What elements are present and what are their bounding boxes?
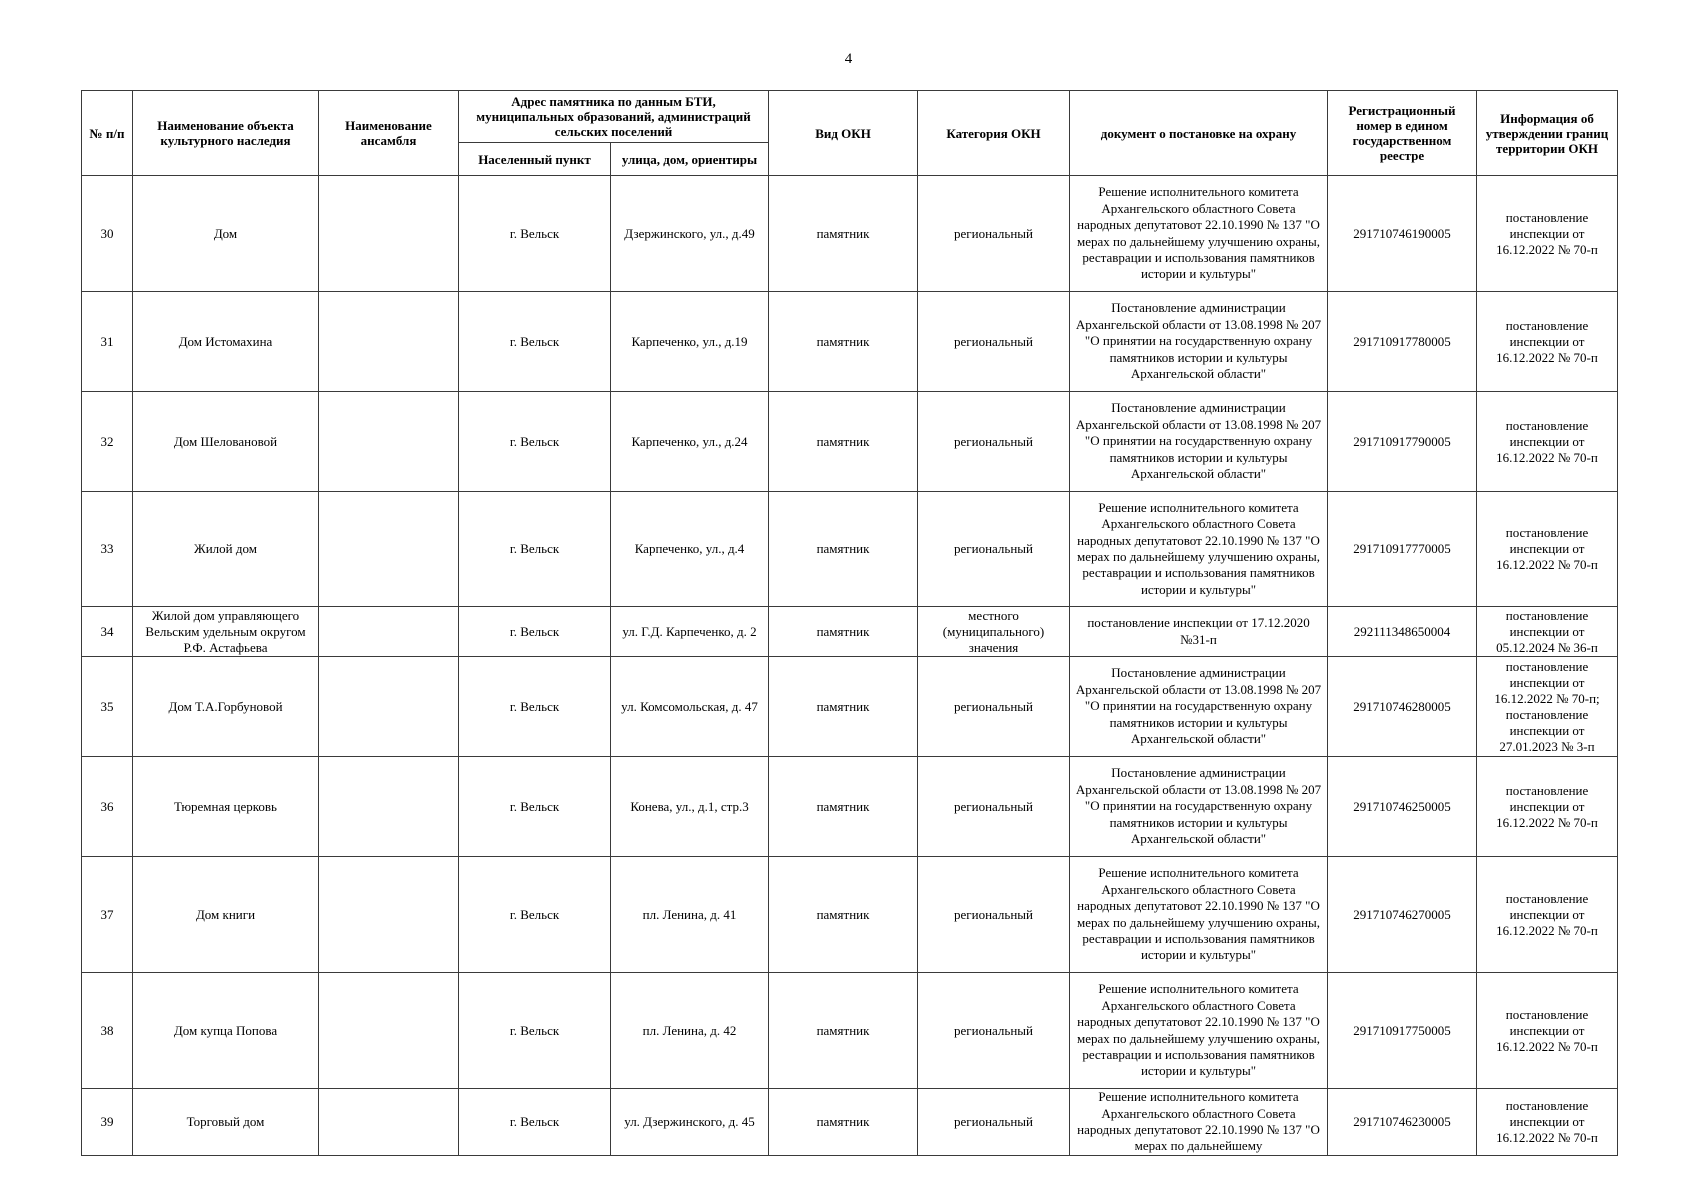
table-row	[82, 607, 1618, 657]
cell-document: Постановление администрации Архангельской области от 13.08.1998 № 207 "О принятии на государственную охрану памятников истории и культуры Архангельской области"	[1070, 657, 1328, 757]
cell-street: Дзержинского, ул., д.49	[611, 176, 769, 292]
cell-ensemble	[319, 1089, 459, 1156]
cell-reg-number: 291710746280005	[1328, 657, 1477, 757]
cell-reg-number: 291710746270005	[1328, 857, 1477, 973]
cell-ensemble	[319, 292, 459, 392]
cell-borders-info: постановление инспекции от 16.12.2022 № 70-п	[1477, 292, 1618, 392]
cell-num: 36	[82, 757, 133, 857]
cell-document: Постановление администрации Архангельской области от 13.08.1998 № 207 "О принятии на государственную охрану памятников истории и культуры Архангельской области"	[1070, 757, 1328, 857]
cell-reg-number: 291710746190005	[1328, 176, 1477, 292]
cell-settlement: г. Вельск	[459, 176, 611, 292]
cell-street: Карпеченко, ул., д.19	[611, 292, 769, 392]
cell-reg-number: 291710917750005	[1328, 973, 1477, 1089]
cell-num: 30	[82, 176, 133, 292]
header-settlement: Населенный пункт	[459, 143, 611, 176]
cell-document: Решение исполнительного комитета Архангельского областного Совета народных депутатовот 22.10.1990 № 137 "О мерах по дальнейшему улучшению охраны, реставрации и использования памятников истории и культуры"	[1070, 973, 1328, 1089]
cell-reg-number: 291710917790005	[1328, 392, 1477, 492]
page-number: 4	[844, 51, 853, 67]
cell-settlement: г. Вельск	[459, 857, 611, 973]
header-document: документ о постановке на охрану	[1070, 91, 1328, 176]
cell-settlement: г. Вельск	[459, 757, 611, 857]
cell-type: памятник	[769, 657, 918, 757]
cell-category: местного (муниципального) значения	[918, 607, 1070, 657]
cell-document: Постановление администрации Архангельской области от 13.08.1998 № 207 "О принятии на государственную охрану памятников истории и культуры Архангельской области"	[1070, 392, 1328, 492]
table-row	[82, 857, 1618, 973]
header-reg-number: Регистрационный номер в едином государственном реестре	[1328, 91, 1477, 176]
cell-settlement: г. Вельск	[459, 607, 611, 657]
cell-settlement: г. Вельск	[459, 657, 611, 757]
header-borders-info: Информация об утверждении границ территории ОКН	[1477, 91, 1618, 176]
table-row	[82, 392, 1618, 492]
cell-category: региональный	[918, 492, 1070, 607]
table-body	[82, 176, 1618, 1156]
header-type: Вид ОКН	[769, 91, 918, 176]
cell-document: постановление инспекции от 17.12.2020 №31-п	[1070, 607, 1328, 657]
cell-document: Решение исполнительного комитета Архангельского областного Совета народных депутатовот 22.10.1990 № 137 "О мерах по дальнейшему улучшению охраны, реставрации и использования памятников истории и культуры"	[1070, 176, 1328, 292]
cell-reg-number: 292111348650004	[1328, 607, 1477, 657]
cell-category: региональный	[918, 757, 1070, 857]
table-row	[82, 492, 1618, 607]
header-street: улица, дом, ориентиры	[611, 143, 769, 176]
cell-ensemble	[319, 857, 459, 973]
header-num: № п/п	[82, 91, 133, 176]
cell-document: Решение исполнительного комитета Архангельского областного Совета народных депутатовот 22.10.1990 № 137 "О мерах по дальнейшему улучшению охраны, реставрации и использования памятников истории и культуры"	[1070, 857, 1328, 973]
cell-street: Карпеченко, ул., д.4	[611, 492, 769, 607]
table-row	[82, 1089, 1618, 1156]
header-category: Категория ОКН	[918, 91, 1070, 176]
cell-borders-info: постановление инспекции от 16.12.2022 № 70-п	[1477, 973, 1618, 1089]
cell-ensemble	[319, 973, 459, 1089]
header-name: Наименование объекта культурного наследия	[133, 91, 319, 176]
cell-type: памятник	[769, 292, 918, 392]
cell-name: Дом Шеловановой	[133, 392, 319, 492]
cell-settlement: г. Вельск	[459, 492, 611, 607]
cell-num: 32	[82, 392, 133, 492]
cell-name: Дом книги	[133, 857, 319, 973]
cell-street: ул. Г.Д. Карпеченко, д. 2	[611, 607, 769, 657]
cell-borders-info: постановление инспекции от 16.12.2022 № 70-п	[1477, 1089, 1618, 1156]
cell-ensemble	[319, 392, 459, 492]
cell-type: памятник	[769, 757, 918, 857]
cell-num: 35	[82, 657, 133, 757]
cell-ensemble	[319, 657, 459, 757]
cell-settlement: г. Вельск	[459, 973, 611, 1089]
header-ensemble: Наименование ансамбля	[319, 91, 459, 176]
cell-ensemble	[319, 176, 459, 292]
cell-num: 39	[82, 1089, 133, 1156]
cell-borders-info: постановление инспекции от 16.12.2022 № 70-п	[1477, 492, 1618, 607]
cell-reg-number: 291710746230005	[1328, 1089, 1477, 1156]
cell-name: Дом Истомахина	[133, 292, 319, 392]
cell-type: памятник	[769, 973, 918, 1089]
cell-settlement: г. Вельск	[459, 392, 611, 492]
cell-name: Жилой дом управляющего Вельским удельным округом Р.Ф. Астафьева	[133, 607, 319, 657]
cell-name: Жилой дом	[133, 492, 319, 607]
cell-num: 31	[82, 292, 133, 392]
cell-borders-info: постановление инспекции от 16.12.2022 № 70-п	[1477, 857, 1618, 973]
cell-num: 34	[82, 607, 133, 657]
cell-category: региональный	[918, 392, 1070, 492]
cell-reg-number: 291710917780005	[1328, 292, 1477, 392]
table-row	[82, 292, 1618, 392]
table-row	[82, 757, 1618, 857]
cell-type: памятник	[769, 857, 918, 973]
table-row	[82, 176, 1618, 292]
cell-ensemble	[319, 757, 459, 857]
cell-name: Тюремная церковь	[133, 757, 319, 857]
cell-ensemble	[319, 607, 459, 657]
table-row	[82, 973, 1618, 1089]
cell-settlement: г. Вельск	[459, 292, 611, 392]
heritage-registry-table	[81, 90, 1618, 1156]
cell-document: Решение исполнительного комитета Архангельского областного Совета народных депутатовот 22.10.1990 № 137 "О мерах по дальнейшему улучшению охраны, реставрации и использования памятников истории и культуры"	[1070, 492, 1328, 607]
cell-street: Карпеченко, ул., д.24	[611, 392, 769, 492]
cell-borders-info: постановление инспекции от 16.12.2022 № 70-п	[1477, 392, 1618, 492]
cell-street: ул. Дзержинского, д. 45	[611, 1089, 769, 1156]
cell-street: Конева, ул., д.1, стр.3	[611, 757, 769, 857]
cell-type: памятник	[769, 176, 918, 292]
cell-num: 37	[82, 857, 133, 973]
cell-category: региональный	[918, 1089, 1070, 1156]
cell-street: ул. Комсомольская, д. 47	[611, 657, 769, 757]
table-row	[82, 657, 1618, 757]
cell-name: Торговый дом	[133, 1089, 319, 1156]
cell-reg-number: 291710746250005	[1328, 757, 1477, 857]
cell-type: памятник	[769, 607, 918, 657]
cell-name: Дом Т.А.Горбуновой	[133, 657, 319, 757]
table-header	[82, 91, 1618, 176]
cell-type: памятник	[769, 392, 918, 492]
cell-borders-info: постановление инспекции от 16.12.2022 № 70-п; постановление инспекции от 27.01.2023 № 3-п	[1477, 657, 1618, 757]
cell-type: памятник	[769, 492, 918, 607]
cell-type: памятник	[769, 1089, 918, 1156]
cell-settlement: г. Вельск	[459, 1089, 611, 1156]
cell-ensemble	[319, 492, 459, 607]
cell-street: пл. Ленина, д. 42	[611, 973, 769, 1089]
cell-borders-info: постановление инспекции от 05.12.2024 № 36-п	[1477, 607, 1618, 657]
cell-category: региональный	[918, 176, 1070, 292]
cell-borders-info: постановление инспекции от 16.12.2022 № 70-п	[1477, 757, 1618, 857]
cell-category: региональный	[918, 973, 1070, 1089]
cell-name: Дом купца Попова	[133, 973, 319, 1089]
cell-category: региональный	[918, 657, 1070, 757]
cell-street: пл. Ленина, д. 41	[611, 857, 769, 973]
cell-document: Решение исполнительного комитета Архангельского областного Совета народных депутатовот 22.10.1990 № 137 "О мерах по дальнейшему	[1070, 1089, 1328, 1156]
cell-num: 38	[82, 973, 133, 1089]
cell-name: Дом	[133, 176, 319, 292]
cell-document: Постановление администрации Архангельской области от 13.08.1998 № 207 "О принятии на государственную охрану памятников истории и культуры Архангельской области"	[1070, 292, 1328, 392]
cell-borders-info: постановление инспекции от 16.12.2022 № 70-п	[1477, 176, 1618, 292]
header-address-group: Адрес памятника по данным БТИ, муниципальных образований, администраций сельских поселений	[459, 91, 769, 143]
cell-category: региональный	[918, 857, 1070, 973]
cell-reg-number: 291710917770005	[1328, 492, 1477, 607]
cell-num: 33	[82, 492, 133, 607]
cell-category: региональный	[918, 292, 1070, 392]
